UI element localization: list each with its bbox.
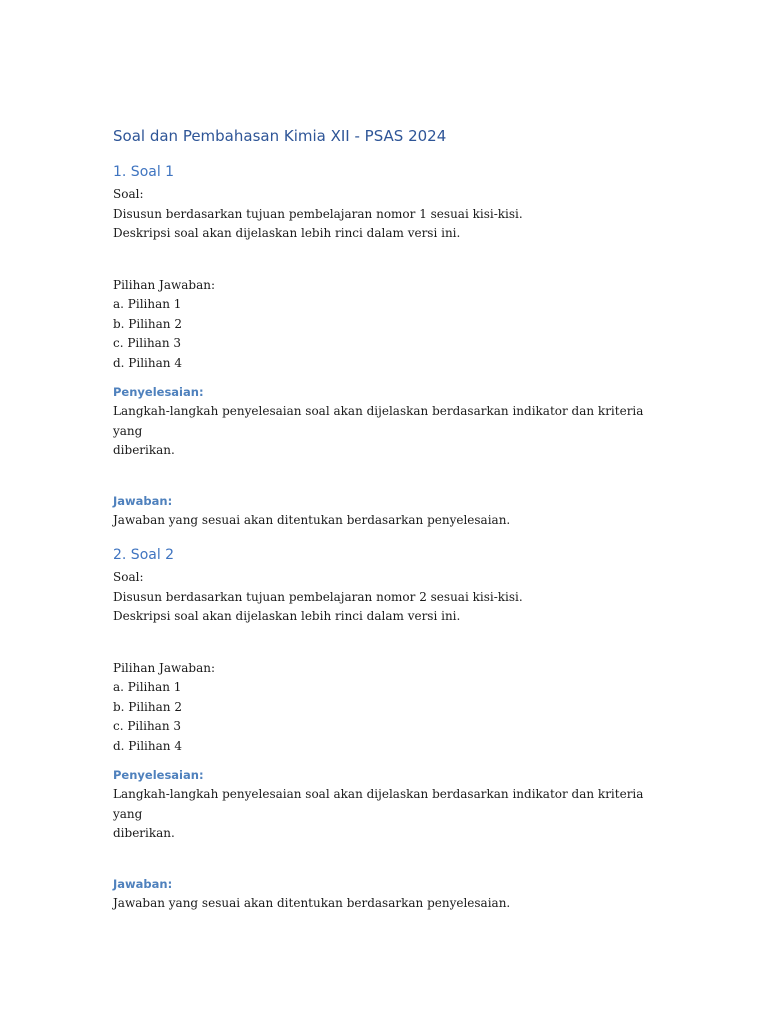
choices-label: Pilihan Jawaban: (113, 660, 216, 675)
soal-label: Soal: (113, 570, 144, 584)
solution-text: Langkah-langkah penyelesaian soal akan dijelaskan berdasarkan indikator dan kriteria yang (113, 787, 644, 821)
choices-list (113, 295, 673, 373)
answer-label: Jawaban: (113, 876, 173, 891)
spacer (113, 844, 673, 875)
answer-label: Jawaban: (113, 493, 173, 508)
choice-item: b. Pilihan 2 (113, 699, 182, 714)
answer-text: Jawaban yang sesuai akan ditentukan berdasarkan penyelesaian. (113, 895, 511, 910)
solution-text: diberikan. (113, 826, 175, 840)
solution-text: diberikan. (113, 443, 175, 457)
question-section (113, 544, 673, 913)
soal-label: Soal: (113, 187, 144, 201)
choice-item: c. Pilihan 3 (113, 336, 181, 350)
question-heading: 2. Soal 2 (113, 547, 175, 563)
choice-item: d. Pilihan 4 (113, 355, 182, 370)
question-heading: 1. Soal 1 (113, 164, 175, 180)
solution-label: Penyelesaian: (113, 385, 204, 399)
choice-item: a. Pilihan 1 (113, 297, 182, 311)
choice-item: c. Pilihan 3 (113, 719, 181, 733)
solution-text: Langkah-langkah penyelesaian soal akan dijelaskan berdasarkan indikator dan kriteria yang (113, 404, 644, 438)
choice-item: a. Pilihan 1 (113, 680, 182, 694)
question-description: Deskripsi soal akan dijelaskan lebih rinci dalam versi ini. (113, 609, 461, 623)
question-section (113, 161, 673, 530)
question-description: Disusun berdasarkan tujuan pembelajaran nomor 1 sesuai kisi-kisi. (113, 206, 523, 221)
spacer (113, 461, 673, 492)
question-description: Deskripsi soal akan dijelaskan lebih rinci dalam versi ini. (113, 226, 461, 240)
spacer (113, 244, 673, 276)
solution-label: Penyelesaian: (113, 768, 204, 782)
question-description: Disusun berdasarkan tujuan pembelajaran nomor 2 sesuai kisi-kisi. (113, 589, 523, 604)
choices-label: Pilihan Jawaban: (113, 277, 216, 292)
spacer (113, 627, 673, 659)
answer-text: Jawaban yang sesuai akan ditentukan berdasarkan penyelesaian. (113, 512, 511, 527)
choice-item: d. Pilihan 4 (113, 738, 182, 753)
document-page (113, 124, 673, 927)
choice-item: b. Pilihan 2 (113, 316, 182, 331)
document-title: Soal dan Pembahasan Kimia XII - PSAS 2024 (113, 127, 447, 145)
choices-list (113, 678, 673, 756)
